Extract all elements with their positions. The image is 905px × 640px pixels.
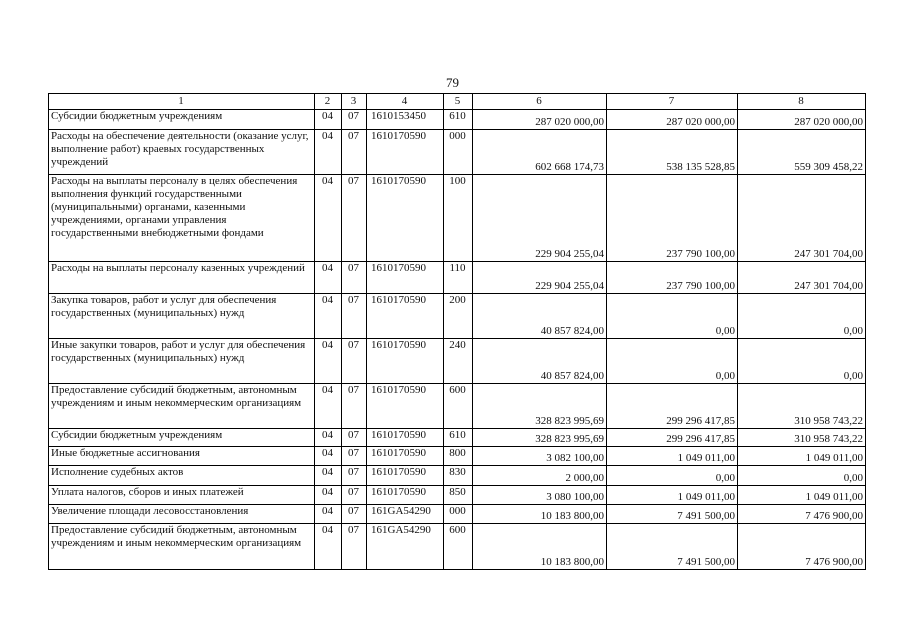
header-cell: 2 [315, 94, 342, 110]
subsection-code-cell: 07 [342, 447, 367, 466]
amount-col7-cell: 0,00 [607, 294, 738, 339]
expense-type-cell: 240 [444, 339, 473, 384]
expense-type-cell: 600 [444, 384, 473, 429]
expense-type-cell: 110 [444, 262, 473, 294]
amount-col6-cell: 10 183 800,00 [473, 524, 607, 570]
subsection-code-cell: 07 [342, 110, 367, 130]
amount-col8-cell: 287 020 000,00 [738, 110, 866, 130]
target-article-cell: 1610170590 [367, 466, 444, 486]
amount-col7-cell: 299 296 417,85 [607, 429, 738, 447]
subsection-code-cell: 07 [342, 294, 367, 339]
target-article-cell: 1610170590 [367, 130, 444, 175]
row-name-cell: Предоставление субсидий бюджетным, автономным учреждениям и иным некоммерческим организациям [49, 384, 315, 429]
amount-col8-cell: 559 309 458,22 [738, 130, 866, 175]
amount-col8-cell: 310 958 743,22 [738, 429, 866, 447]
row-name-cell: Субсидии бюджетным учреждениям [49, 110, 315, 130]
amount-col7-cell: 7 491 500,00 [607, 505, 738, 524]
budget-table [48, 93, 866, 570]
amount-col7-cell: 0,00 [607, 339, 738, 384]
section-code-cell: 04 [315, 466, 342, 486]
subsection-code-cell: 07 [342, 429, 367, 447]
subsection-code-cell: 07 [342, 339, 367, 384]
expense-type-cell: 610 [444, 429, 473, 447]
section-code-cell: 04 [315, 294, 342, 339]
expense-type-cell: 850 [444, 486, 473, 505]
row-name-cell: Расходы на выплаты персоналу казенных учреждений [49, 262, 315, 294]
subsection-code-cell: 07 [342, 466, 367, 486]
row-name-cell: Субсидии бюджетным учреждениям [49, 429, 315, 447]
section-code-cell: 04 [315, 175, 342, 262]
section-code-cell: 04 [315, 486, 342, 505]
row-name-cell: Исполнение судебных актов [49, 466, 315, 486]
row-name-cell: Иные бюджетные ассигнования [49, 447, 315, 466]
section-code-cell: 04 [315, 130, 342, 175]
amount-col6-cell: 3 080 100,00 [473, 486, 607, 505]
section-code-cell: 04 [315, 524, 342, 570]
amount-col7-cell: 287 020 000,00 [607, 110, 738, 130]
page-number: 79 [446, 75, 459, 90]
target-article-cell: 1610170590 [367, 486, 444, 505]
table-row [49, 384, 866, 429]
expense-type-cell: 000 [444, 130, 473, 175]
subsection-code-cell: 07 [342, 262, 367, 294]
section-code-cell: 04 [315, 447, 342, 466]
row-name-cell: Увеличение площади лесовосстановления [49, 505, 315, 524]
amount-col8-cell: 0,00 [738, 466, 866, 486]
section-code-cell: 04 [315, 505, 342, 524]
amount-col8-cell: 1 049 011,00 [738, 447, 866, 466]
amount-col6-cell: 287 020 000,00 [473, 110, 607, 130]
amount-col7-cell: 237 790 100,00 [607, 175, 738, 262]
amount-col8-cell: 247 301 704,00 [738, 175, 866, 262]
row-name-cell: Расходы на обеспечение деятельности (оказание услуг, выполнение работ) краевых государственных учреждений [49, 130, 315, 175]
amount-col8-cell: 247 301 704,00 [738, 262, 866, 294]
amount-col6-cell: 10 183 800,00 [473, 505, 607, 524]
subsection-code-cell: 07 [342, 524, 367, 570]
amount-col8-cell: 0,00 [738, 339, 866, 384]
target-article-cell: 1610170590 [367, 339, 444, 384]
section-code-cell: 04 [315, 262, 342, 294]
amount-col8-cell: 310 958 743,22 [738, 384, 866, 429]
section-code-cell: 04 [315, 339, 342, 384]
table-row [49, 130, 866, 175]
subsection-code-cell: 07 [342, 505, 367, 524]
table-row [49, 524, 866, 570]
amount-col6-cell: 229 904 255,04 [473, 175, 607, 262]
amount-col7-cell: 0,00 [607, 466, 738, 486]
target-article-cell: 1610170590 [367, 175, 444, 262]
amount-col6-cell: 2 000,00 [473, 466, 607, 486]
expense-type-cell: 000 [444, 505, 473, 524]
amount-col6-cell: 602 668 174,73 [473, 130, 607, 175]
header-row [49, 94, 866, 110]
amount-col6-cell: 3 082 100,00 [473, 447, 607, 466]
target-article-cell: 161GA54290 [367, 524, 444, 570]
header-cell: 1 [49, 94, 315, 110]
row-name-cell: Предоставление субсидий бюджетным, автономным учреждениям и иным некоммерческим организациям [49, 524, 315, 570]
table-row [49, 339, 866, 384]
amount-col7-cell: 538 135 528,85 [607, 130, 738, 175]
amount-col7-cell: 299 296 417,85 [607, 384, 738, 429]
amount-col7-cell: 1 049 011,00 [607, 447, 738, 466]
amount-col6-cell: 229 904 255,04 [473, 262, 607, 294]
header-cell: 6 [473, 94, 607, 110]
expense-type-cell: 800 [444, 447, 473, 466]
amount-col6-cell: 328 823 995,69 [473, 384, 607, 429]
header-cell: 5 [444, 94, 473, 110]
expense-type-cell: 200 [444, 294, 473, 339]
subsection-code-cell: 07 [342, 486, 367, 505]
header-cell: 7 [607, 94, 738, 110]
amount-col6-cell: 40 857 824,00 [473, 294, 607, 339]
section-code-cell: 04 [315, 384, 342, 429]
amount-col8-cell: 0,00 [738, 294, 866, 339]
subsection-code-cell: 07 [342, 175, 367, 262]
target-article-cell: 161GA54290 [367, 505, 444, 524]
table-row [49, 175, 866, 262]
amount-col7-cell: 1 049 011,00 [607, 486, 738, 505]
section-code-cell: 04 [315, 110, 342, 130]
target-article-cell: 1610170590 [367, 262, 444, 294]
expense-type-cell: 100 [444, 175, 473, 262]
table-row [49, 466, 866, 486]
table-row [49, 294, 866, 339]
target-article-cell: 1610170590 [367, 447, 444, 466]
section-code-cell: 04 [315, 429, 342, 447]
amount-col7-cell: 7 491 500,00 [607, 524, 738, 570]
table-row [49, 262, 866, 294]
table-row [49, 505, 866, 524]
table-row [49, 110, 866, 130]
expense-type-cell: 830 [444, 466, 473, 486]
row-name-cell: Закупка товаров, работ и услуг для обеспечения государственных (муниципальных) нужд [49, 294, 315, 339]
row-name-cell: Уплата налогов, сборов и иных платежей [49, 486, 315, 505]
amount-col6-cell: 40 857 824,00 [473, 339, 607, 384]
row-name-cell: Расходы на выплаты персоналу в целях обеспечения выполнения функций государственными (муниципальными) органами, казенными учреждениями, органами управления государственными внебюджетными фондами [49, 175, 315, 262]
subsection-code-cell: 07 [342, 384, 367, 429]
subsection-code-cell: 07 [342, 130, 367, 175]
table-row [49, 429, 866, 447]
header-cell: 8 [738, 94, 866, 110]
target-article-cell: 1610170590 [367, 384, 444, 429]
target-article-cell: 1610153450 [367, 110, 444, 130]
amount-col8-cell: 7 476 900,00 [738, 524, 866, 570]
table-row [49, 486, 866, 505]
amount-col8-cell: 1 049 011,00 [738, 486, 866, 505]
row-name-cell: Иные закупки товаров, работ и услуг для обеспечения государственных (муниципальных) нужд [49, 339, 315, 384]
expense-type-cell: 600 [444, 524, 473, 570]
amount-col7-cell: 237 790 100,00 [607, 262, 738, 294]
header-cell: 4 [367, 94, 444, 110]
header-cell: 3 [342, 94, 367, 110]
amount-col8-cell: 7 476 900,00 [738, 505, 866, 524]
target-article-cell: 1610170590 [367, 294, 444, 339]
table-row [49, 447, 866, 466]
expense-type-cell: 610 [444, 110, 473, 130]
target-article-cell: 1610170590 [367, 429, 444, 447]
amount-col6-cell: 328 823 995,69 [473, 429, 607, 447]
